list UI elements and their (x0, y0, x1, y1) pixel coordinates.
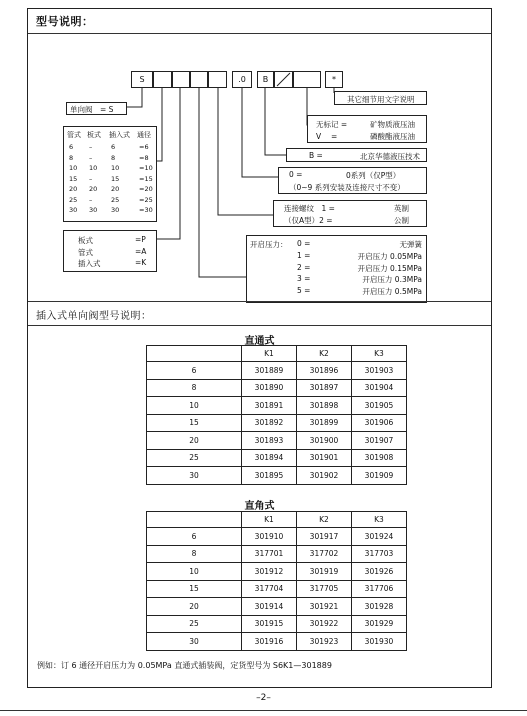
footer-rule (0, 710, 527, 711)
code-cell: .0 (232, 71, 252, 88)
size-table-cell: =6 (139, 143, 149, 151)
size-table-cell: – (89, 195, 93, 204)
table-cell: 301900 (297, 432, 352, 450)
size-table-cell: 6 (69, 143, 74, 151)
table-header-cell: K2 (297, 512, 352, 528)
table-cell: 6 (147, 528, 242, 546)
pressure-key: 5 = (297, 286, 311, 296)
size-table-cell: =15 (139, 174, 153, 183)
mount-type-box (63, 230, 157, 272)
table-cell: 301928 (352, 598, 407, 616)
table-row (147, 545, 407, 563)
size-table-cell: – (89, 153, 93, 162)
mount-type-code: =K (135, 258, 147, 267)
size-table-cell: 25 (69, 195, 78, 204)
table-cell: 301916 (242, 633, 297, 651)
pressure-key: 1 = (297, 250, 311, 260)
table-cell: 301897 (297, 379, 352, 397)
table-cell: 301914 (242, 598, 297, 616)
code-cell: B (257, 71, 274, 88)
table-header-cell: K3 (352, 346, 407, 362)
table-cell: 8 (147, 379, 242, 397)
size-table-cell: 15 (111, 174, 120, 183)
table-cell: 10 (147, 397, 242, 415)
table-header-cell (147, 346, 242, 362)
table-row (147, 633, 407, 651)
series-desc: 0系列（仅P型） (346, 171, 401, 180)
straight-code-table (146, 345, 407, 485)
oil-none-key: 无标记 = (316, 120, 348, 129)
size-table-cell: 10 (111, 164, 120, 172)
table-cell: 8 (147, 545, 242, 563)
table-cell: 301892 (242, 414, 297, 432)
table-cell: 301930 (352, 633, 407, 651)
table-cell: 301915 (242, 615, 297, 633)
table-cell: 301898 (297, 397, 352, 415)
valve-type-box (66, 102, 127, 115)
table-row (147, 615, 407, 633)
size-table-header: 通径 (137, 131, 151, 139)
table-cell: 301929 (352, 615, 407, 633)
size-table-cell: =25 (139, 195, 153, 204)
table-cell: 15 (147, 414, 242, 432)
table-cell: 301903 (352, 362, 407, 380)
table-cell: 301908 (352, 449, 407, 467)
series-key: 0 = (289, 170, 303, 179)
table-row (147, 580, 407, 598)
size-table-cell: 10 (69, 164, 78, 172)
table-cell: 301901 (297, 449, 352, 467)
size-table-cell: 20 (69, 185, 78, 193)
table-header-row (147, 512, 407, 528)
pressure-key: 2 = (297, 262, 311, 272)
table-header-cell: K1 (242, 512, 297, 528)
size-table-cell: 30 (89, 206, 98, 214)
code-cell: S (131, 71, 153, 88)
divider (28, 325, 491, 326)
size-table-header: 板式 (87, 131, 101, 139)
table-cell: 301906 (352, 414, 407, 432)
size-table-cell: 20 (111, 185, 120, 193)
table-row (147, 598, 407, 616)
table-cell: 301912 (242, 563, 297, 581)
table-header-cell: K3 (352, 512, 407, 528)
other-details-label: 其它细节用文字说明 (347, 95, 415, 104)
series-box (278, 167, 427, 194)
table-row (147, 449, 407, 467)
table-row (147, 397, 407, 415)
table-cell: 301922 (297, 615, 352, 633)
table-cell: 301905 (352, 397, 407, 415)
table-cell: 301895 (242, 467, 297, 485)
page-number: –2– (256, 693, 271, 703)
pressure-title: 开启压力： (250, 240, 288, 249)
table-cell: 301910 (242, 528, 297, 546)
pressure-desc: 无弹簧 (399, 240, 422, 249)
series-desc-2: （0~9 系列安装及连接尺寸不变） (289, 183, 405, 192)
table-cell: 10 (147, 563, 242, 581)
size-table-cell: 15 (69, 174, 78, 183)
table-cell: 317702 (297, 545, 352, 563)
table-row (147, 379, 407, 397)
table-cell: 6 (147, 362, 242, 380)
size-table-cell: =20 (139, 185, 153, 193)
mount-type-label: 板式 (78, 236, 93, 245)
size-table-header: 插入式 (109, 131, 130, 139)
b-series-box (286, 148, 427, 162)
section-model-title: 型号说明： (36, 15, 94, 28)
size-table-cell: – (89, 174, 93, 183)
thread2-desc: 公制 (394, 216, 409, 225)
table-cell: 301904 (352, 379, 407, 397)
table-cell: 301893 (242, 432, 297, 450)
table-cell: 301917 (297, 528, 352, 546)
table-row (147, 414, 407, 432)
table-cell: 301924 (352, 528, 407, 546)
size-table-box (63, 126, 157, 222)
table-cell: 301919 (297, 563, 352, 581)
section-insert-title: 插入式单向阀型号说明： (36, 311, 152, 322)
table-cell: 317706 (352, 580, 407, 598)
valve-label: 单向阀 = S (70, 105, 114, 114)
b-key: B = (309, 151, 323, 160)
table-cell: 25 (147, 449, 242, 467)
angle-table-title: 直角式 (244, 501, 275, 512)
table-cell: 317705 (297, 580, 352, 598)
divider (28, 301, 491, 302)
table-cell: 301896 (297, 362, 352, 380)
table-header-row (147, 346, 407, 362)
size-table-cell: 8 (69, 153, 74, 162)
table-cell: 25 (147, 615, 242, 633)
mount-type-code: =P (135, 235, 146, 244)
table-cell: 317704 (242, 580, 297, 598)
mount-type-code: =A (135, 246, 147, 256)
size-table-cell: =30 (139, 206, 153, 214)
table-header-cell: K1 (242, 346, 297, 362)
table-cell: 301890 (242, 379, 297, 397)
example-note: 例如：订 6 通径开启压力为 0.05MPa 直通式插装阀，定货型号为 S6K1—301889 (37, 661, 332, 670)
pressure-key: 3 = (297, 274, 311, 284)
page-frame (27, 8, 492, 688)
table-cell: 301926 (352, 563, 407, 581)
table-cell: 301909 (352, 467, 407, 485)
size-table-cell: =10 (139, 164, 153, 172)
table-cell: 30 (147, 633, 242, 651)
table-row (147, 467, 407, 485)
oil-type-box (307, 115, 427, 143)
table-cell: 301907 (352, 432, 407, 450)
pressure-desc: 开启压力 0.5MPa (362, 287, 422, 297)
angle-code-table (146, 511, 407, 651)
oil-v-key: V = (316, 132, 338, 141)
table-cell: 301891 (242, 397, 297, 415)
pressure-box (246, 235, 427, 303)
code-cell: * (325, 71, 343, 88)
thread1-desc: 英制 (394, 204, 409, 213)
size-table-cell: 10 (89, 164, 98, 172)
table-row (147, 563, 407, 581)
size-table-cell: =8 (139, 153, 149, 162)
table-row (147, 362, 407, 380)
size-table-header: 管式 (67, 131, 81, 139)
table-cell: 317701 (242, 545, 297, 563)
pressure-desc: 开启压力 0.15MPa (357, 263, 422, 273)
b-desc: 北京华德液压技术 (360, 152, 420, 161)
pressure-desc: 开启压力 0.05MPa (357, 251, 422, 261)
table-row (147, 432, 407, 450)
size-table-cell: 30 (111, 206, 120, 214)
pressure-key: 0 = (297, 239, 311, 248)
table-cell: 301894 (242, 449, 297, 467)
thread1-key: 连接螺纹 1 = (284, 204, 335, 213)
size-table-cell: 20 (89, 185, 98, 193)
thread2-key: （仅A型）2 = (284, 216, 333, 225)
oil-none-desc: 矿物质液压油 (370, 120, 415, 129)
thread-box (273, 200, 427, 227)
table-cell: 317703 (352, 545, 407, 563)
table-cell: 301899 (297, 414, 352, 432)
size-table-cell: 8 (111, 153, 116, 162)
size-table-cell: 30 (69, 206, 78, 214)
table-cell: 301921 (297, 598, 352, 616)
oil-v-desc: 磷酸酯液压油 (370, 132, 415, 141)
size-table-cell: – (89, 143, 93, 151)
straight-table-title: 直通式 (244, 336, 275, 347)
table-header-cell: K2 (297, 346, 352, 362)
size-table-cell: 25 (111, 195, 120, 204)
table-cell: 20 (147, 432, 242, 450)
table-cell: 301902 (297, 467, 352, 485)
table-cell: 20 (147, 598, 242, 616)
table-cell: 301923 (297, 633, 352, 651)
mount-type-label: 插入式 (78, 259, 101, 268)
table-cell: 301889 (242, 362, 297, 380)
table-row (147, 528, 407, 546)
table-header-cell (147, 512, 242, 528)
mount-type-label: 管式 (78, 247, 93, 257)
size-table-cell: 6 (111, 143, 116, 151)
other-details-box (334, 91, 427, 105)
table-cell: 30 (147, 467, 242, 485)
table-cell: 15 (147, 580, 242, 598)
pressure-desc: 开启压力 0.3MPa (362, 275, 422, 285)
